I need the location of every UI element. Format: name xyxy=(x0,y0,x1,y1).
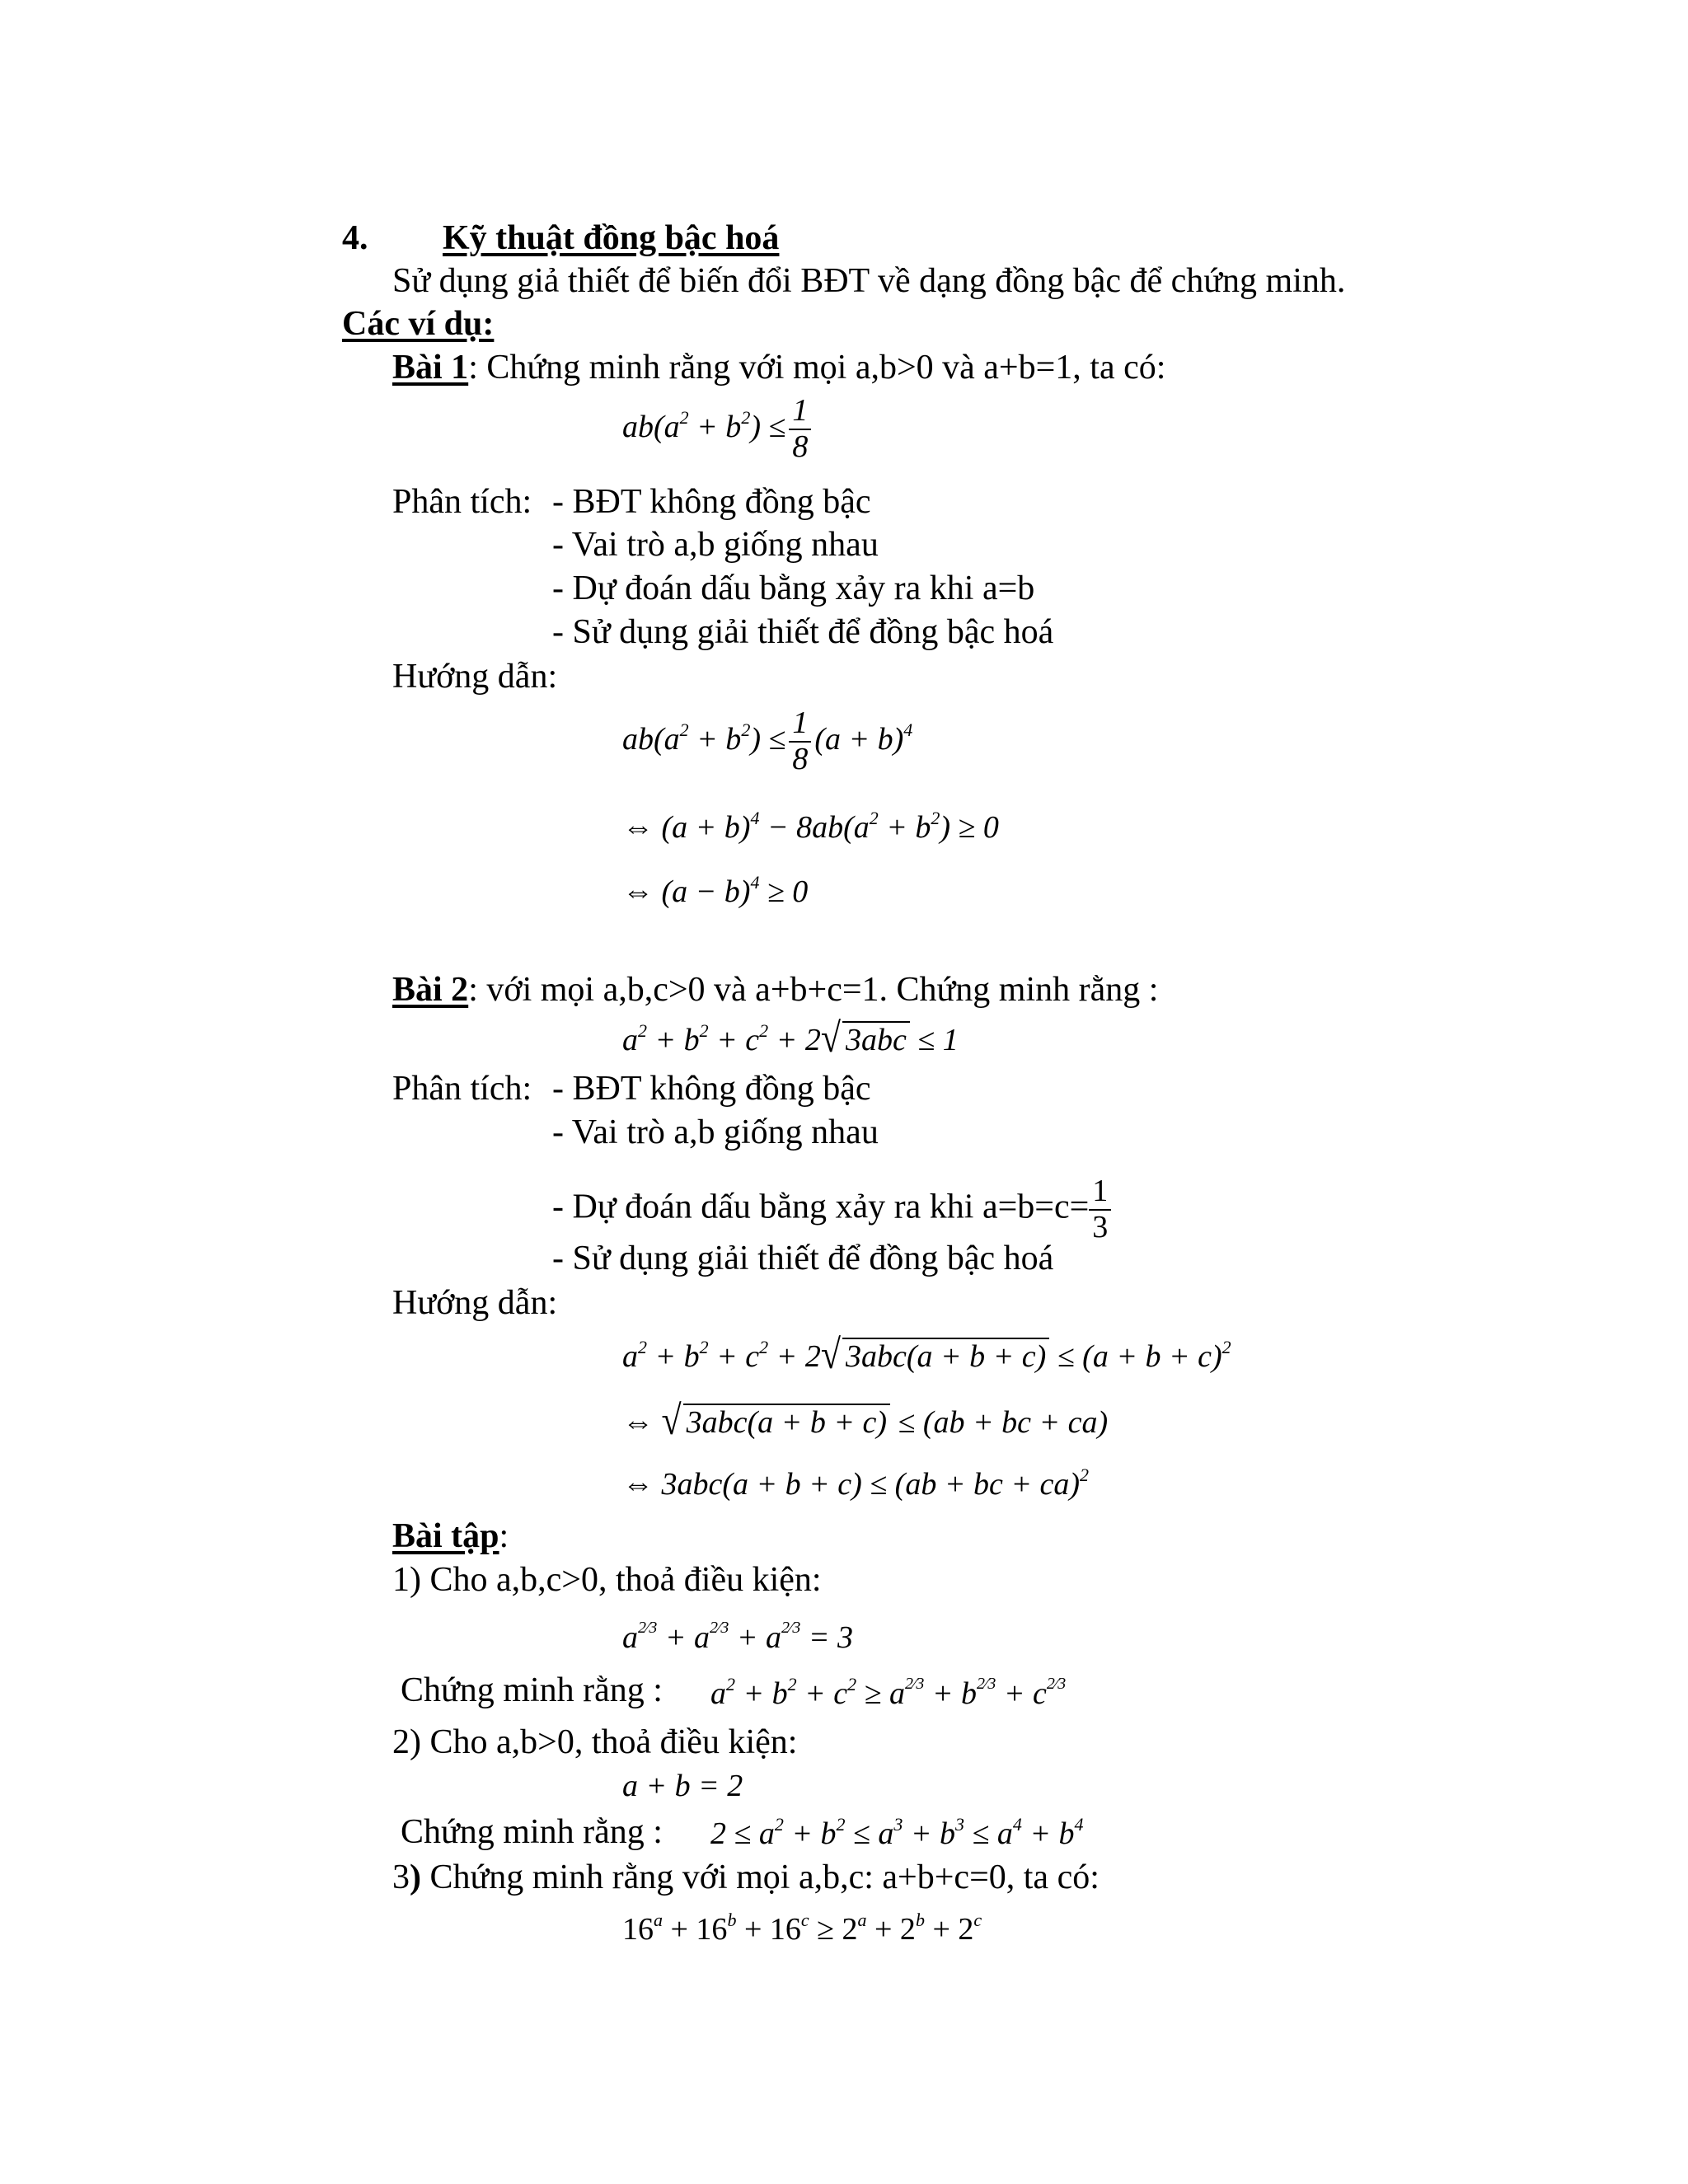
bai1-formula-fraction xyxy=(789,394,811,465)
bai2-frac-den: 3 xyxy=(1092,1209,1109,1244)
bai2-statement-line xyxy=(392,972,1158,1007)
bai1-statement-line xyxy=(392,350,1165,385)
bai2-analysis-4: - Sử dụng giải thiết để đồng bậc hoá xyxy=(552,1240,1054,1277)
bai2-guide-label: Hướng dẫn: xyxy=(392,1284,558,1322)
bai1-analysis-label: Phân tích: xyxy=(392,483,532,521)
bai1-frac-den: 8 xyxy=(792,429,809,464)
exercise-2-prove: $2 \le a^2 + b^2 \le a^3 + b^3 \le a^4 + b^4$ xyxy=(710,1814,1084,1851)
bai1-label: Bài 1 xyxy=(392,349,469,387)
bai1-analysis-4: - Sử dụng giải thiết để đồng bậc hoá xyxy=(552,613,1054,651)
exercise-3-text: Chứng minh rằng với mọi a,b,c: a+b+c=0, ta có: xyxy=(421,1858,1100,1896)
exercise-1-text: 1) Cho a,b,c>0, thoả điều kiện: xyxy=(392,1561,822,1599)
bai2-guide-2: ⇔ √ 3abc(a + b + c) ≤ (ab + bc + ca) xyxy=(622,1397,1109,1444)
exercise-2-text: 2) Cho a,b>0, thoả điều kiện: xyxy=(392,1723,798,1761)
bai2-guide-3: ⇔ 3abc(a + b + c) ≤ (ab + bc + ca)$^2$ xyxy=(622,1465,1090,1502)
section-title: Kỹ thuật đồng bậc hoá xyxy=(443,219,780,257)
bai1-guide-label: Hướng dẫn: xyxy=(392,658,558,696)
bai2-analysis-3-row xyxy=(552,1174,1114,1245)
exercise-3-number: 3 xyxy=(392,1858,410,1896)
section-number-text: 4. xyxy=(342,219,368,257)
bai1-guide-3: ⇔ $(a - b)^4 \ge 0$ xyxy=(622,872,809,909)
exercises-label: Bài tập xyxy=(392,1517,499,1555)
exercise-1-prove-label: Chứng minh rằng : xyxy=(401,1671,663,1709)
bai1-guide-2: ⇔ $(a + b)^4 - 8ab(a^2 + b^2) \ge 0$ xyxy=(622,808,999,845)
bai1-statement: : Chứng minh rằng với mọi a,b>0 và a+b=1, ta có: xyxy=(468,349,1166,387)
bai2-guide-1: $a^2 + b^2 + c^2 + 2√$ $3abc(a + b + c) \le (a + b + c)^2$ xyxy=(622,1331,1231,1378)
section-intro: Sử dụng giả thiết để biến đổi BĐT về dạng đồng bậc để chứng minh. xyxy=(392,262,1346,300)
bai1-formula: $ab(a^2 + b^2)$ ≤ $\frac{1}{8}$ xyxy=(622,394,814,465)
exercise-1-condition: $a^{2⁄3} + a^{2⁄3} + a^{2⁄3} = 3$ xyxy=(622,1619,853,1655)
bai1-analysis-1: - BĐT không đồng bậc xyxy=(552,483,871,521)
bai2-formula: $a^2 + b^2 + c^2 + 2√$ 3abc ≤ 1 xyxy=(622,1015,959,1062)
exercise-3-paren: ) xyxy=(410,1858,421,1896)
bai1-analysis-2: - Vai trò a,b giống nhau xyxy=(552,526,879,564)
bai1-frac-num: 1 xyxy=(789,394,811,430)
exercises-heading xyxy=(392,1519,509,1554)
exercise-2-prove-row xyxy=(401,1815,663,1849)
bai1-analysis-3: - Dự đoán dấu bằng xảy ra khi a=b xyxy=(552,569,1035,607)
exercises-colon: : xyxy=(499,1517,509,1555)
bai1-guide-1: $ab(a^2 + b^2)$ ≤ $\frac{1}{8}$ $(a + b)^4$ xyxy=(622,705,913,776)
bai2-analysis-1: - BĐT không đồng bậc xyxy=(552,1070,871,1108)
exercise-2-condition: a + b = 2 xyxy=(622,1769,743,1803)
section-number xyxy=(342,221,368,255)
bai2-frac-num: 1 xyxy=(1089,1174,1111,1211)
exercise-1-prove: $a^2 + b^2 + c^2 \ge a^{2⁄3} + b^{2⁄3} + c^{2⁄3}$ xyxy=(710,1674,1067,1711)
exercise-3-text-row xyxy=(392,1860,1100,1895)
exercise-2-prove-label: Chứng minh rằng : xyxy=(401,1813,663,1851)
examples-heading: Các ví dụ: xyxy=(342,305,495,343)
bai2-label: Bài 2 xyxy=(392,971,469,1009)
bai2-statement: : với mọi a,b,c>0 và a+b+c=1. Chứng minh rằng : xyxy=(468,971,1159,1009)
bai2-analysis-label: Phân tích: xyxy=(392,1070,532,1108)
exercise-1-prove-row xyxy=(401,1673,663,1708)
bai2-analysis-3: - Dự đoán dấu bằng xảy ra khi a=b=c= xyxy=(552,1188,1090,1226)
exercise-3-formula: $16^a + 16^b + 16^c \ge 2^a + 2^b + 2^c$ xyxy=(622,1910,982,1947)
bai2-analysis-2: - Vai trò a,b giống nhau xyxy=(552,1113,879,1151)
